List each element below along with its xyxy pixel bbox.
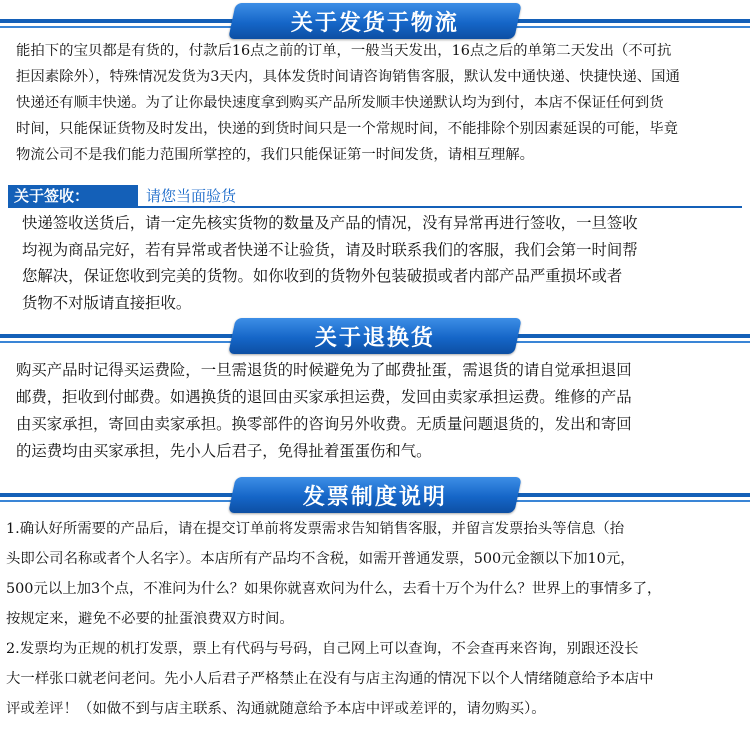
returns-banner xyxy=(0,317,750,355)
shipping-line: 时间，只能保证货物及时发出，快递的到货时间只是一个常规时间，不能排除个别因素延误的可能，毕竟 xyxy=(16,121,678,137)
shipping-line: 能拍下的宝贝都是有货的，付款后16点之前的订单，一般当天发出，16点之后的单第二天发出（不可抗 xyxy=(16,43,672,59)
invoice-text xyxy=(0,514,750,724)
shipping-line: 物流公司不是我们能力范围所掌控的，我们只能保证第一时间发货，请相互理解。 xyxy=(16,147,535,163)
signing-line: 快递签收送货后，请一定先核实货物的数量及产品的情况，没有异常再进行签收，一旦签收 xyxy=(22,214,638,232)
returns-title-badge xyxy=(228,318,522,354)
signing-text xyxy=(0,210,750,316)
invoice-title-badge xyxy=(228,477,522,513)
invoice-line: 2.发票均为正规的机打发票，票上有代码与号码，自己网上可以查询，不会查再来咨询，别跟还没长 xyxy=(6,641,639,657)
invoice-line: 按规定来，避免不必要的扯蛋浪费双方时间。 xyxy=(6,611,294,627)
shipping-line: 拒因素除外），特殊情况发货为3天内，具体发货时间请咨询销售客服，默认发中通快递、快捷快递、国通 xyxy=(16,69,680,85)
returns-line: 购买产品时记得买运费险，一旦需退货的时候避免为了邮费扯蛋，需退货的请自觉承担退回 xyxy=(16,361,632,379)
returns-line: 由买家承担，寄回由卖家承担。换零部件的咨询另外收费。无质量问题退货的，发出和寄回 xyxy=(16,415,632,433)
invoice-line: 大一样张口就老问老问。先小人后君子严格禁止在没有与店主沟通的情况下以个人情绪随意给予本店中 xyxy=(6,671,654,687)
signing-line: 您解决，保证您收到完美的货物。如你收到的货物外包装破损或者内部产品严重损坏或者 xyxy=(22,267,623,285)
shipping-title: 关于发货于物流 xyxy=(290,10,459,36)
invoice-title: 发票制度说明 xyxy=(302,484,447,510)
returns-title: 关于退换货 xyxy=(314,325,435,351)
invoice-line: 头即公司名称或者个人名字）。本店所有产品均不含税，如需开普通发票，500元金额以下加10元， xyxy=(6,551,635,567)
invoice-line: 评或差评！（如做不到与店主联系、沟通就随意给予本店中评或差评的，请勿购买）。 xyxy=(6,701,546,717)
invoice-line: 1.确认好所需要的产品后，请在提交订单前将发票需求告知销售客服，并留言发票抬头等信息（抬 xyxy=(6,521,625,537)
shipping-text xyxy=(0,38,750,168)
returns-text xyxy=(0,357,750,465)
returns-line: 的运费均由买家承担，先小人后君子，免得扯着蛋蛋伤和气。 xyxy=(16,442,432,460)
invoice-banner xyxy=(0,476,750,514)
signing-underline xyxy=(8,206,742,208)
shipping-banner xyxy=(0,2,750,40)
invoice-line: 500元以上加3个点，不准问为什么？如果你就喜欢问为什么，去看十万个为什么？世界上的事情多了， xyxy=(6,581,662,597)
signing-label: 关于签收： xyxy=(8,185,138,207)
returns-line: 邮费，拒收到付邮费。如遇换货的退回由买家承担运费，发回由卖家承担运费。维修的产品 xyxy=(16,388,632,406)
shipping-title-badge xyxy=(228,3,522,39)
signing-line: 货物不对版请直接拒收。 xyxy=(22,293,192,312)
shipping-line: 快递还有顺丰快递。为了让你最快速度拿到购买产品所发顺丰快递默认均为到付，本店不保证任何到货 xyxy=(16,95,664,111)
signing-line: 均视为商品完好，若有异常或者快递不让验货，请及时联系我们的客服，我们会第一时间帮 xyxy=(22,240,638,259)
signing-subtitle: 请您当面验货 xyxy=(146,187,237,205)
